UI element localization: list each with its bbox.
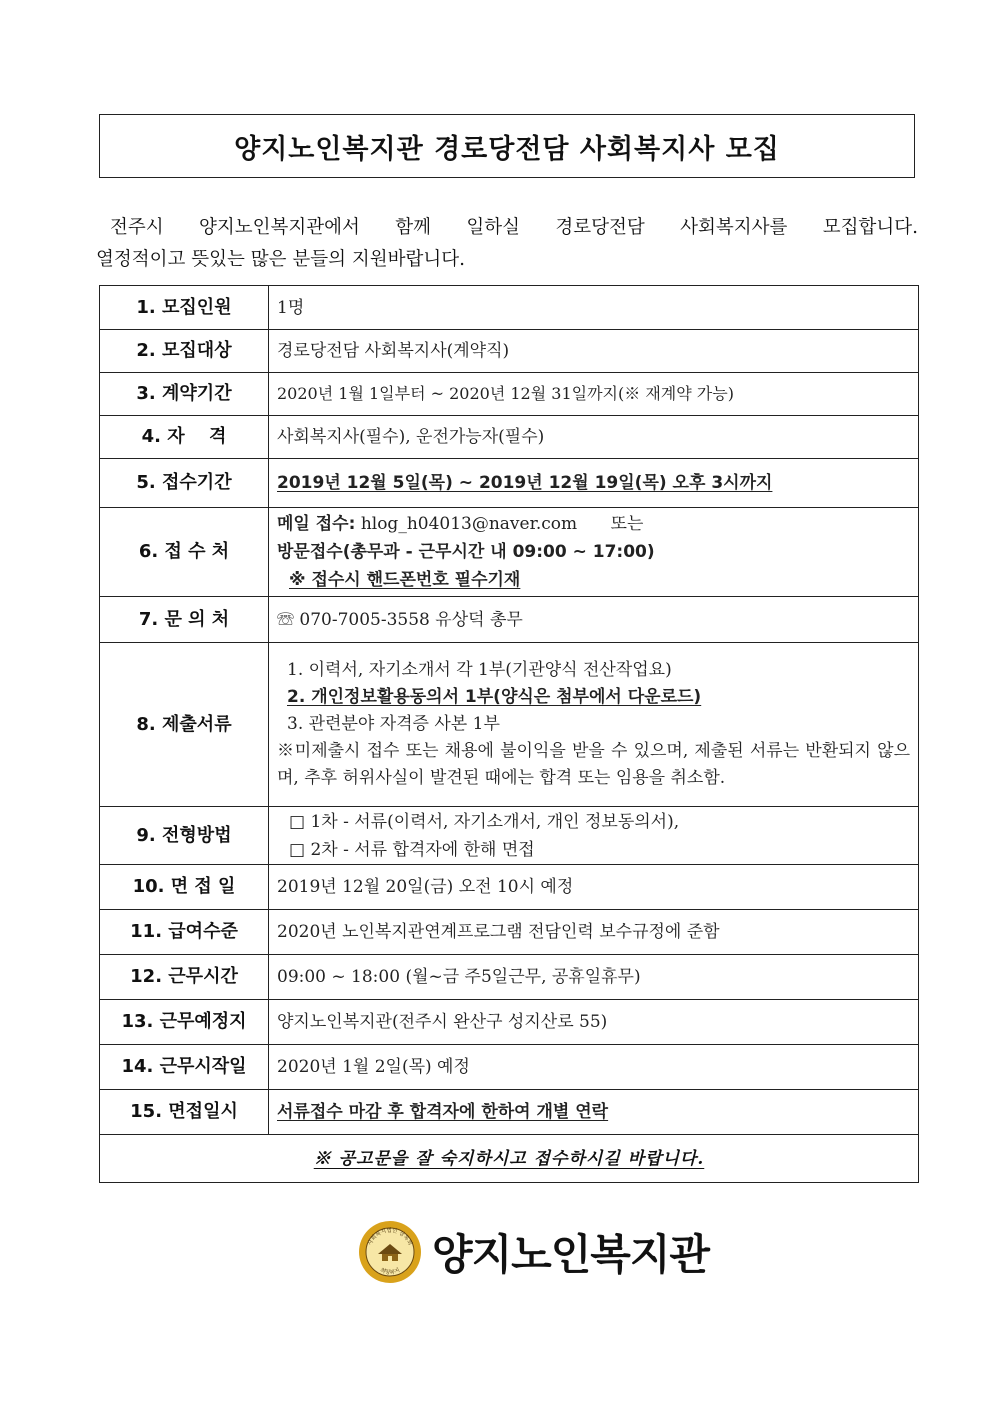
doc-item-3: 3. 관련분야 자격증 사본 1부 [287,714,500,734]
row-label: 14. 근무시작일 [100,1045,269,1090]
mail-or: 또는 [610,514,644,534]
emblem-logo [358,1220,422,1284]
row-value: 09:00 ~ 18:00 (월~금 주5일근무, 공휴일휴무) [269,955,919,1000]
page-title: 양지노인복지관 경로당전담 사회복지사 모집 [234,133,780,165]
row-label: 7. 문 의 처 [100,597,269,643]
title-box [99,114,915,178]
org-name: 양지노인복지관 [432,1230,710,1279]
table-row [100,459,919,508]
table-row [100,597,919,643]
closing-note: ※ 공고문을 잘 숙지하시고 접수하시길 바랍니다. [100,1135,919,1183]
intro-line-1: 전주시 양지노인복지관에서 함께 일하실 경로당전담 사회복지사를 모집합니다. [110,217,918,238]
table-row [100,910,919,955]
doc-note: ※미제출시 접수 또는 채용에 불이익을 받을 수 있으며, 제출된 서류는 반환되지 않으며, 추후 허위사실이 발견된 때에는 합격 또는 임용을 취소함. [277,741,910,788]
emblem-bottom-text: 희망복지 [378,1267,402,1277]
table-row [100,1045,919,1090]
footer-logo [358,1220,709,1284]
doc-item-1: 1. 이력서, 자기소개서 각 1부(기관양식 전산작업요) [287,660,672,680]
mail-address: hlog_h04013@naver.com [360,514,578,534]
row-label: 12. 근무시간 [100,955,269,1000]
table-row [100,1000,919,1045]
row-value: 사회복지사(필수), 운전가능자(필수) [269,416,919,459]
table-row [100,330,919,373]
row-label: 15. 면접일시 [100,1090,269,1135]
table-row [100,643,919,807]
table-row [100,508,919,597]
table-row [100,955,919,1000]
row-label: 6. 접 수 처 [100,508,269,597]
doc-item-2: 2. 개인정보활용동의서 1부(양식은 첨부에서 다운로드) [287,687,702,707]
phone-icon: ☏ [277,609,294,630]
table-row [100,865,919,910]
mail-label: 메일 접수: [277,514,356,534]
phone-required-note: ※ 접수시 핸드폰번호 필수기재 [289,570,521,590]
row-label: 5. 접수기간 [100,459,269,508]
interview-notice: 서류접수 마감 후 합격자에 한하여 개별 연락 [277,1102,609,1122]
row-label: 10. 면 접 일 [100,865,269,910]
row-value: 경로당전담 사회복지사(계약직) [269,330,919,373]
table-row [100,286,919,330]
row-value: 2020년 1월 1일부터 ~ 2020년 12월 31일까지(※ 재계약 가능) [269,373,919,416]
visit-info: 방문접수(총무과 - 근무시간 내 09:00 ~ 17:00) [277,542,655,562]
row-value: 2020년 노인복지관연계프로그램 전담인력 보수규정에 준함 [269,910,919,955]
row-value: 1명 [269,286,919,330]
row-label: 2. 모집대상 [100,330,269,373]
row-label: 9. 전형방법 [100,807,269,865]
row-label: 11. 급여수준 [100,910,269,955]
row-label: 1. 모집인원 [100,286,269,330]
table-row [100,807,919,865]
table-row [100,1090,919,1135]
row-label: 3. 계약기간 [100,373,269,416]
emblem-top-text: 사회복지법인 삼록회 [367,1227,413,1247]
selection-step-1: □ 1차 - 서류(이력서, 자기소개서, 개인 정보동의서), [289,811,680,832]
contact-value: 070-7005-3558 유상덕 총무 [299,609,523,630]
table-row [100,1135,919,1183]
row-label: 4. 자 격 [100,416,269,459]
application-period: 2019년 12월 5일(목) ~ 2019년 12월 19일(목) 오후 3시까지 [277,473,773,493]
selection-step-2: □ 2차 - 서류 합격자에 한해 면접 [289,839,535,860]
row-value: 2020년 1월 2일(목) 예정 [269,1045,919,1090]
row-label: 13. 근무예정지 [100,1000,269,1045]
row-value: 양지노인복지관(전주시 완산구 성지산로 55) [269,1000,919,1045]
table-row [100,416,919,459]
intro-line-2: 열정적이고 뜻있는 많은 분들의 지원바랍니다. [96,249,465,270]
row-label: 8. 제출서류 [100,643,269,807]
intro-text [96,212,918,276]
recruitment-table [99,285,919,1183]
table-row [100,373,919,416]
row-value: 2019년 12월 20일(금) 오전 10시 예정 [269,865,919,910]
